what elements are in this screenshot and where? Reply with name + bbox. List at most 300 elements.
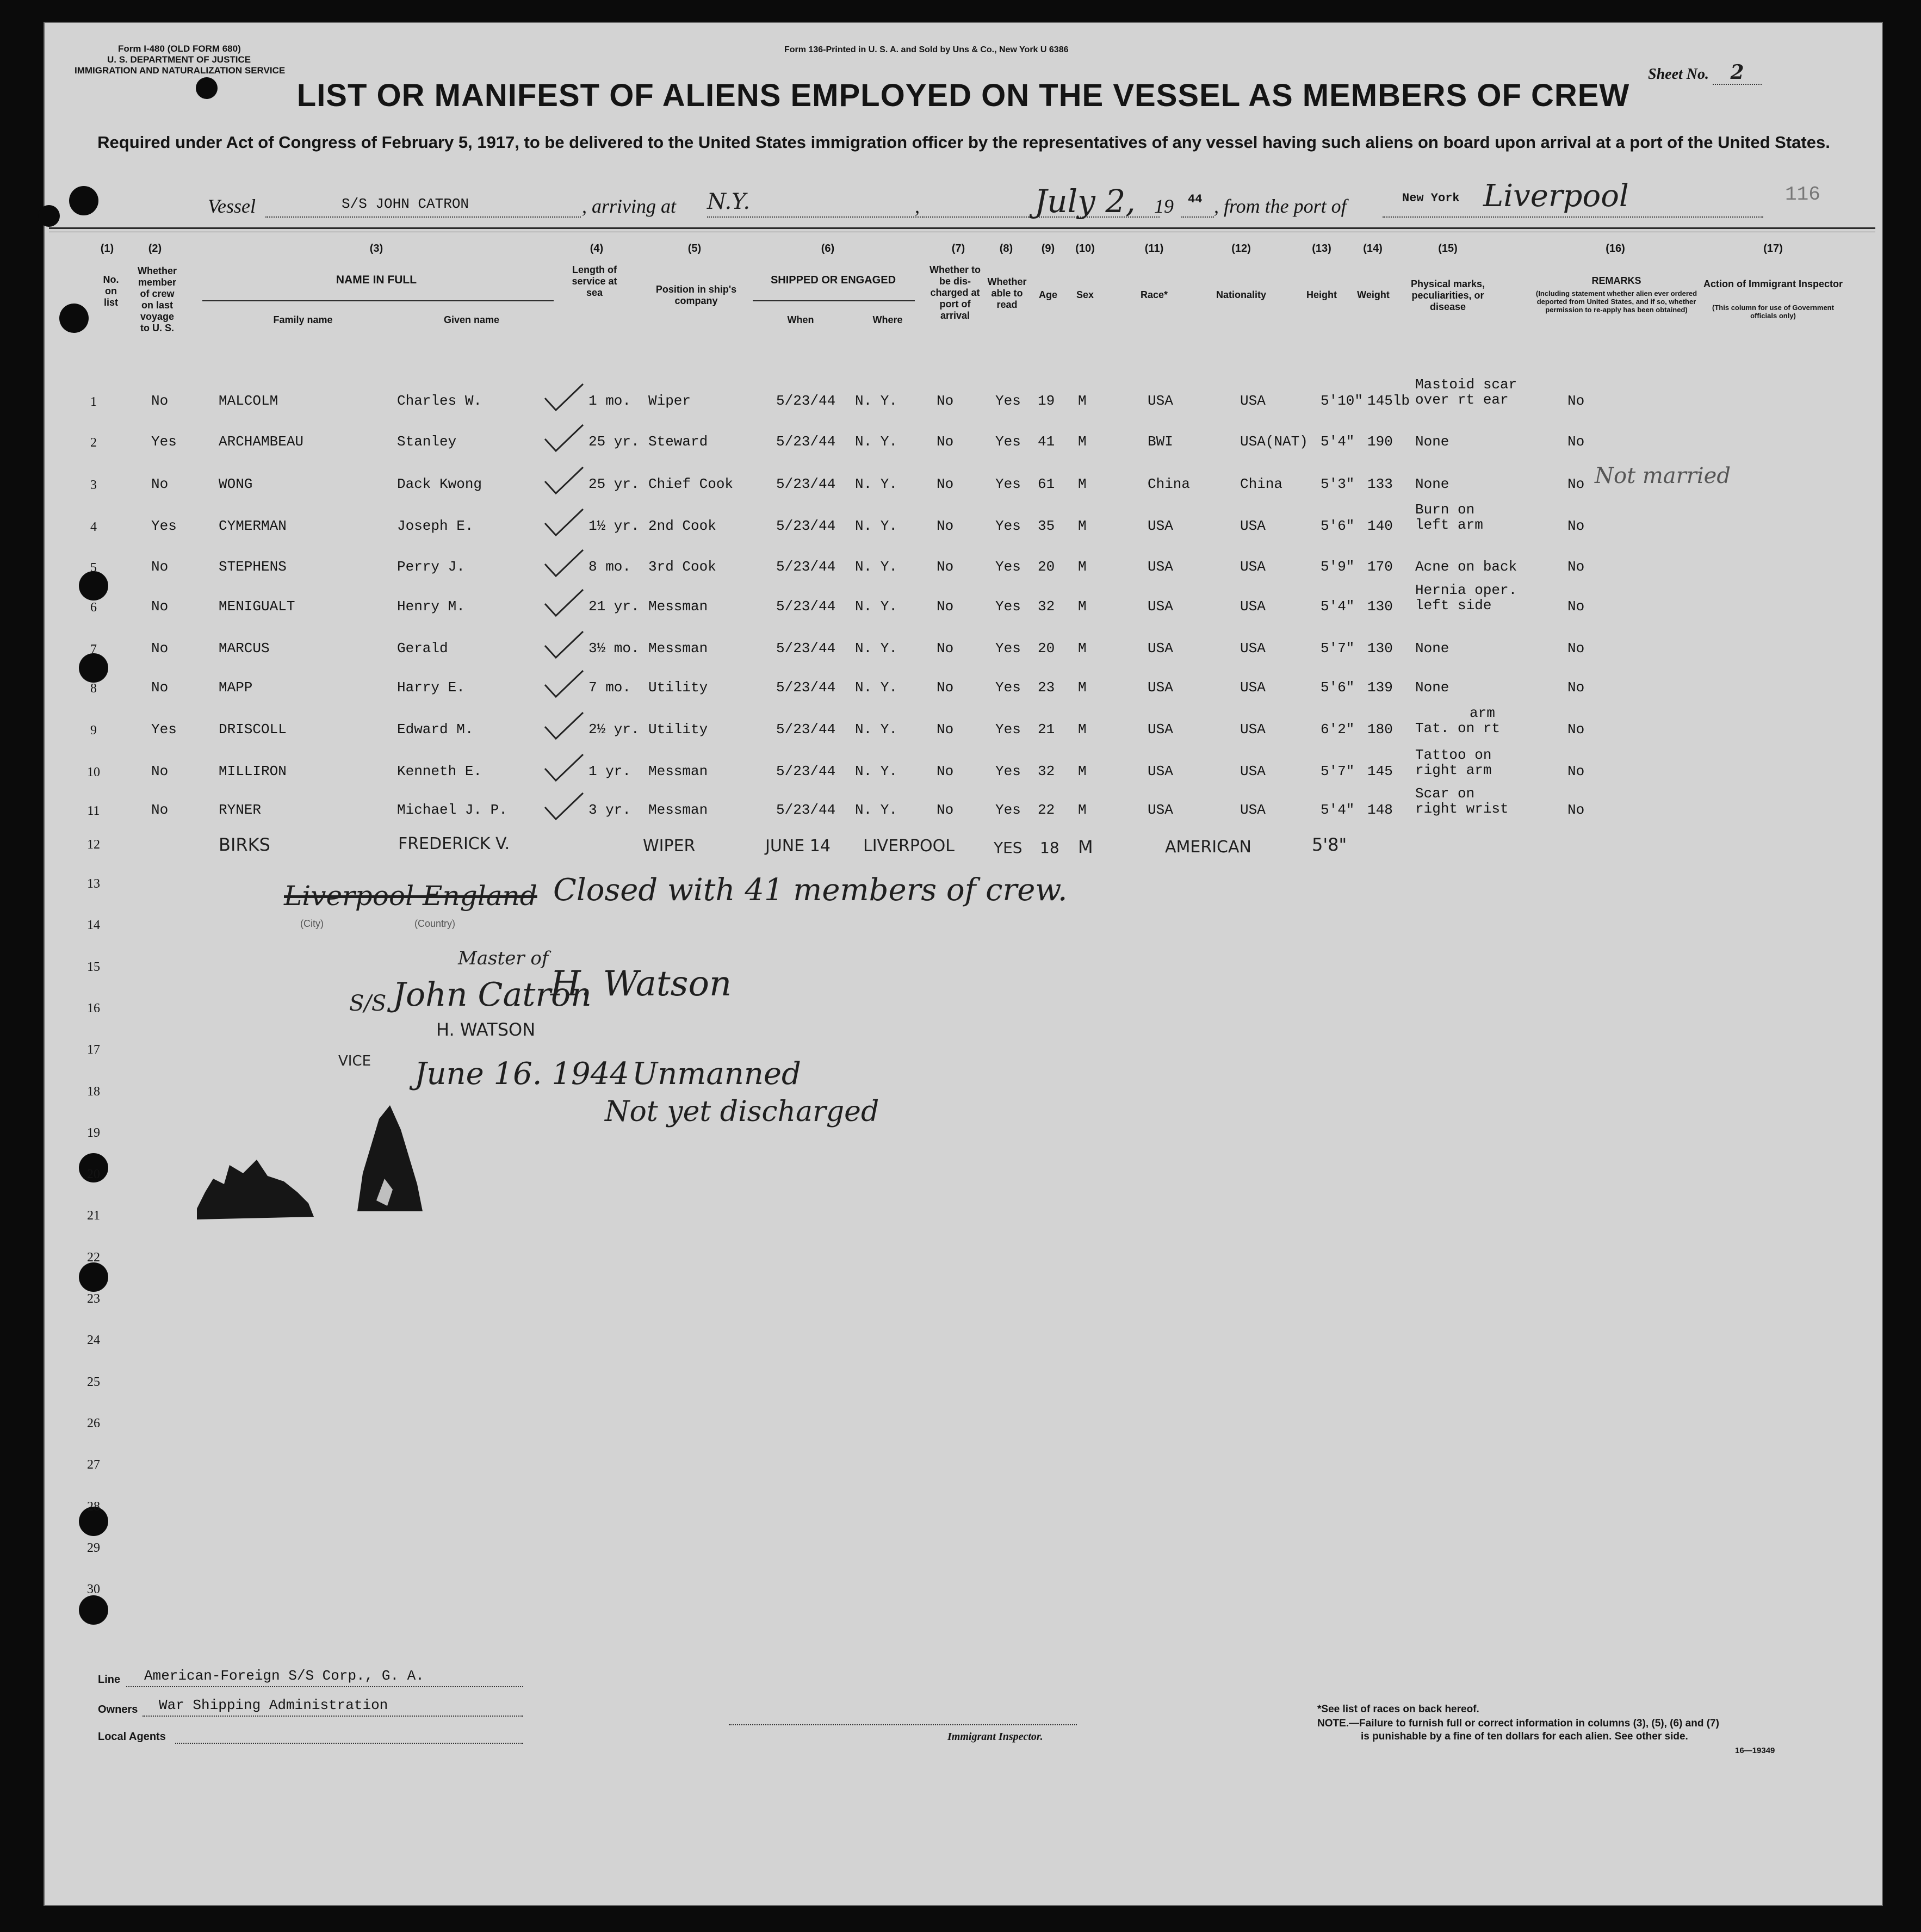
check-mark-icon <box>542 629 586 662</box>
cell-nat: USA <box>1240 518 1266 534</box>
hw-read: YES <box>994 839 1023 857</box>
row-number: 24 <box>87 1333 100 1347</box>
cell-remarks: No <box>1567 434 1585 450</box>
cell-service: 21 yr. <box>588 598 640 615</box>
col-num: (10) <box>1075 243 1095 255</box>
cell-given: Stanley <box>397 434 457 450</box>
cell-race: USA <box>1148 763 1173 779</box>
col-header-height: Height <box>1306 289 1337 300</box>
cell-race: USA <box>1148 559 1173 575</box>
races-note: *See list of races on back hereof. <box>1317 1704 1479 1715</box>
cell-when: 5/23/44 <box>776 721 836 738</box>
cell-marks-line2: left arm <box>1415 517 1483 533</box>
cell-age: 20 <box>1038 640 1055 657</box>
form-id-block <box>75 44 285 76</box>
row-number: 29 <box>87 1541 100 1555</box>
cell-position: Steward <box>648 434 708 450</box>
hw-when: JUNE 14 <box>765 837 831 856</box>
col-num: (14) <box>1363 243 1383 255</box>
cell-service: 25 yr. <box>588 434 640 450</box>
cell-read: Yes <box>995 721 1021 738</box>
arriving-label: , arriving at <box>582 195 677 217</box>
cell-nat: USA <box>1240 802 1266 818</box>
cell-family: MARCUS <box>219 640 270 657</box>
cell-read: Yes <box>995 802 1021 818</box>
cell-when: 5/23/44 <box>776 476 836 492</box>
row-number: 2 <box>90 436 97 450</box>
col-header-service: Length of service at sea <box>572 264 617 298</box>
cell-given: Charles W. <box>397 393 482 409</box>
binder-hole <box>38 205 60 227</box>
cell-disch: No <box>937 802 954 818</box>
stamp-city: Liverpool England <box>284 880 537 912</box>
row-number: 3 <box>90 478 97 492</box>
cell-sex: M <box>1078 679 1087 696</box>
binder-hole <box>79 1595 108 1625</box>
cell-read: Yes <box>995 393 1021 409</box>
cell-age: 32 <box>1038 598 1055 615</box>
cell-family: MALCOLM <box>219 393 278 409</box>
cell-age: 23 <box>1038 679 1055 696</box>
col-num: (7) <box>951 243 965 255</box>
cell-prev: No <box>151 476 169 492</box>
row-number: 4 <box>90 520 97 534</box>
cell-remarks: No <box>1567 640 1585 657</box>
cell-nat: USA(NAT) <box>1240 434 1308 450</box>
cell-service: 3½ mo. <box>588 640 640 657</box>
cell-disch: No <box>937 721 954 738</box>
cell-nat: USA <box>1240 598 1266 615</box>
cell-when: 5/23/44 <box>776 518 836 534</box>
cell-nat: China <box>1240 476 1283 492</box>
cell-marks: Tattoo on <box>1415 747 1492 763</box>
owners-label: Owners <box>98 1704 138 1716</box>
ink-blot <box>346 1097 428 1217</box>
cell-given: Dack Kwong <box>397 476 482 492</box>
col-header-weight: Weight <box>1357 289 1390 300</box>
cell-prev: No <box>151 640 169 657</box>
cell-race: USA <box>1148 721 1173 738</box>
cell-nat: USA <box>1240 640 1266 657</box>
cell-when: 5/23/44 <box>776 434 836 450</box>
cell-height: 5'9" <box>1321 559 1355 575</box>
cell-weight: 145lb <box>1367 393 1410 409</box>
col-num: (9) <box>1041 243 1055 255</box>
row-number: 20 <box>87 1167 100 1181</box>
row-number: 17 <box>87 1043 100 1057</box>
cell-where: N. Y. <box>855 802 898 818</box>
col-header-when: When <box>787 314 814 325</box>
cell-height: 5'7" <box>1321 640 1355 657</box>
cell-age: 32 <box>1038 763 1055 779</box>
manifest-sheet <box>44 22 1883 1906</box>
row-number: 5 <box>90 561 97 575</box>
cell-sex: M <box>1078 559 1087 575</box>
cell-race: China <box>1148 476 1191 492</box>
cell-race: USA <box>1148 640 1173 657</box>
row-number: 15 <box>87 960 100 974</box>
cell-given: Gerald <box>397 640 448 657</box>
cell-read: Yes <box>995 640 1021 657</box>
cell-remarks: No <box>1567 679 1585 696</box>
cell-marks: None <box>1415 679 1449 696</box>
cell-sex: M <box>1078 598 1087 615</box>
cell-given: Edward M. <box>397 721 474 738</box>
cell-read: Yes <box>995 476 1021 492</box>
printer-line: Form 136-Printed in U. S. A. and Sold by Uns & Co., New York U 6386 <box>784 45 1069 54</box>
cell-nat: USA <box>1240 559 1266 575</box>
row-number: 14 <box>87 918 100 932</box>
row-number: 11 <box>87 804 100 818</box>
cell-where: N. Y. <box>855 434 898 450</box>
cell-marks: Burn on <box>1415 501 1475 518</box>
cell-marks-line2: left side <box>1415 597 1492 614</box>
cell-sex: M <box>1078 721 1087 738</box>
cell-weight: 130 <box>1367 598 1393 615</box>
stamp-city-caption: (City) <box>300 918 324 929</box>
master-label: Master of <box>458 948 549 969</box>
inspector-label: Immigrant Inspector. <box>947 1731 1043 1743</box>
cell-disch: No <box>937 393 954 409</box>
cell-service: 1 yr. <box>588 763 631 779</box>
cell-weight: 190 <box>1367 434 1393 450</box>
sheet-number: 2 <box>1713 61 1762 85</box>
owners-value: War Shipping Administration <box>159 1697 388 1713</box>
hw-age: 18 <box>1040 839 1059 857</box>
cell-remarks: No <box>1567 559 1585 575</box>
service-name: IMMIGRATION AND NATURALIZATION SERVICE <box>75 65 286 76</box>
row-number: 21 <box>87 1209 100 1223</box>
col-header-shipped: SHIPPED OR ENGAGED <box>770 274 896 286</box>
cell-where: N. Y. <box>855 559 898 575</box>
cell-disch: No <box>937 763 954 779</box>
closing-date: June 16. 1944 <box>414 1056 629 1092</box>
binder-hole <box>59 304 89 333</box>
check-mark-icon <box>542 548 586 580</box>
col-header-remarks: REMARKS <box>1591 275 1641 286</box>
year-prefix: 19 <box>1154 195 1174 217</box>
cell-given: Michael J. P. <box>397 802 507 818</box>
cell-marks-line2: right wrist <box>1415 801 1509 817</box>
col-header-remarks-note: (Including statement whether alien ever ordered deported from United States, and if so, whether permission to re-apply has been obtained) <box>1535 289 1697 314</box>
cell-weight: 170 <box>1367 559 1393 575</box>
cell-read: Yes <box>995 518 1021 534</box>
master-ship: John Catron <box>393 976 592 1014</box>
cell-prev: No <box>151 679 169 696</box>
cell-given: Joseph E. <box>397 518 474 534</box>
department-name: U. S. DEPARTMENT OF JUSTICE <box>107 54 251 65</box>
cell-position: Messman <box>648 763 708 779</box>
cell-disch: No <box>937 476 954 492</box>
cell-weight: 180 <box>1367 721 1393 738</box>
vessel-label: Vessel <box>208 195 256 217</box>
cell-prev: Yes <box>151 721 177 738</box>
cell-when: 5/23/44 <box>776 393 836 409</box>
check-mark-icon <box>542 465 586 498</box>
row-number: 27 <box>87 1458 100 1472</box>
check-mark-icon <box>542 382 586 414</box>
year-suffix: 44 <box>1188 193 1203 206</box>
check-mark-icon <box>542 710 586 743</box>
cell-marks: Scar on <box>1415 785 1475 802</box>
penalty-note: NOTE.—Failure to furnish full or correct information in columns (3), (5), (6) and (7) <box>1317 1718 1719 1729</box>
row-number: 26 <box>87 1416 100 1431</box>
cell-race: USA <box>1148 598 1173 615</box>
check-mark-icon <box>542 587 586 620</box>
cell-height: 5'6" <box>1321 518 1355 534</box>
form-code: 16—19349 <box>1735 1746 1775 1755</box>
binder-hole <box>79 1262 108 1292</box>
cell-remarks: No <box>1567 518 1585 534</box>
cell-prev: No <box>151 763 169 779</box>
cell-marks-line2: right arm <box>1415 762 1492 778</box>
master-signature: H. Watson <box>550 964 732 1004</box>
row-number: 9 <box>90 723 97 738</box>
cell-age: 22 <box>1038 802 1055 818</box>
line-label: Line <box>98 1674 121 1686</box>
cell-when: 5/23/44 <box>776 763 836 779</box>
cell-marks: None <box>1415 640 1449 657</box>
row-number: 16 <box>87 1001 100 1015</box>
check-mark-icon <box>542 423 586 455</box>
row-number: 10 <box>87 765 100 779</box>
hw-height: 5'8" <box>1312 834 1347 855</box>
cell-nat: USA <box>1240 679 1266 696</box>
cell-disch: No <box>937 679 954 696</box>
cell-service: 8 mo. <box>588 559 631 575</box>
cell-age: 61 <box>1038 476 1055 492</box>
cell-when: 5/23/44 <box>776 802 836 818</box>
cell-when: 5/23/44 <box>776 559 836 575</box>
binder-hole <box>79 653 108 683</box>
cell-weight: 145 <box>1367 763 1393 779</box>
row-number: 8 <box>90 682 97 696</box>
cell-race: USA <box>1148 518 1173 534</box>
cell-remarks: No <box>1567 476 1585 492</box>
cell-weight: 148 <box>1367 802 1393 818</box>
cell-race: USA <box>1148 393 1173 409</box>
cell-nat: USA <box>1240 393 1266 409</box>
cell-position: Wiper <box>648 393 691 409</box>
cell-where: N. Y. <box>855 518 898 534</box>
cell-family: MAPP <box>219 679 253 696</box>
col-num: (3) <box>369 243 383 255</box>
cell-family: MILLIRON <box>219 763 287 779</box>
col-header-race: Race* <box>1140 289 1168 300</box>
ink-blot <box>191 1127 322 1225</box>
col-num: (2) <box>148 243 162 255</box>
cell-sex: M <box>1078 393 1087 409</box>
cell-read: Yes <box>995 763 1021 779</box>
row-number: 19 <box>87 1126 100 1140</box>
master-vice: VICE <box>338 1053 371 1069</box>
check-mark-icon <box>542 791 586 823</box>
cell-where: N. Y. <box>855 640 898 657</box>
col-num: (13) <box>1312 243 1331 255</box>
col-header-inspector: Action of Immigrant Inspector <box>1703 278 1843 289</box>
cell-service: 7 mo. <box>588 679 631 696</box>
agents-label: Local Agents <box>98 1731 166 1743</box>
cell-height: 5'10" <box>1321 393 1364 409</box>
cell-weight: 140 <box>1367 518 1393 534</box>
cell-service: 25 yr. <box>588 476 640 492</box>
cell-service: 2½ yr. <box>588 721 640 738</box>
row-number: 30 <box>87 1582 100 1596</box>
stamp-country-caption: (Country) <box>414 918 456 929</box>
cell-height: 6'2" <box>1321 721 1355 738</box>
cell-service: 3 yr. <box>588 802 631 818</box>
row3-annotation: Not married <box>1595 463 1731 488</box>
cell-position: Messman <box>648 598 708 615</box>
cell-weight: 139 <box>1367 679 1393 696</box>
col-header-inspector-note: (This column for use of Government officials only) <box>1712 304 1834 320</box>
cell-position: 2nd Cook <box>648 518 716 534</box>
cell-family: ARCHAMBEAU <box>219 434 304 450</box>
cell-disch: No <box>937 598 954 615</box>
page-subtitle: Required under Act of Congress of February 5, 1917, to be delivered to the United States immigration officer by the representatives of any vessel having such aliens on board upon arrival at a port of the United States. <box>97 133 1830 152</box>
cell-height: 5'6" <box>1321 679 1355 696</box>
cell-sex: M <box>1078 763 1087 779</box>
cell-marks: Hernia oper. <box>1415 582 1517 598</box>
cell-disch: No <box>937 559 954 575</box>
cell-where: N. Y. <box>855 679 898 696</box>
col-num: (6) <box>821 243 835 255</box>
cell-disch: No <box>937 434 954 450</box>
not-discharged-note: Not yet discharged <box>605 1095 879 1128</box>
from-label: , from the port of <box>1214 195 1347 217</box>
hw-given: FREDERICK V. <box>398 834 510 853</box>
cell-race: BWI <box>1148 434 1173 450</box>
row-number: 12 <box>87 838 100 852</box>
cell-remarks: No <box>1567 763 1585 779</box>
col-num: (16) <box>1606 243 1625 255</box>
cell-remarks: No <box>1567 802 1585 818</box>
form-number: Form I-480 (OLD FORM 680) <box>118 44 241 54</box>
check-mark-icon <box>542 752 586 785</box>
cell-given: Henry M. <box>397 598 465 615</box>
cell-prev: Yes <box>151 434 177 450</box>
cell-when: 5/23/44 <box>776 679 836 696</box>
row-number: 22 <box>87 1250 100 1265</box>
cell-marks: None <box>1415 476 1449 492</box>
hw-sex: M <box>1078 837 1093 857</box>
cell-where: N. Y. <box>855 721 898 738</box>
cell-given: Kenneth E. <box>397 763 482 779</box>
cell-age: 21 <box>1038 721 1055 738</box>
col-header-position: Position in ship's company <box>655 284 737 306</box>
row-number: 18 <box>87 1085 100 1099</box>
cell-family: CYMERMAN <box>219 518 287 534</box>
cell-nat: USA <box>1240 721 1266 738</box>
cell-read: Yes <box>995 434 1021 450</box>
cell-family: WONG <box>219 476 253 492</box>
cell-sex: M <box>1078 802 1087 818</box>
row-number: 25 <box>87 1375 100 1389</box>
vessel-line: Vessel S/S JOHN CATRON , arriving at N.Y. , July 2, 19 44 , from the port of New York Liverpool <box>208 195 1867 222</box>
cell-position: 3rd Cook <box>648 559 716 575</box>
arriving-port: N.Y. <box>707 189 751 214</box>
cell-height: 5'4" <box>1321 598 1355 615</box>
cell-sex: M <box>1078 476 1087 492</box>
cell-position: Chief Cook <box>648 476 734 492</box>
cell-where: N. Y. <box>855 763 898 779</box>
cell-marks-line2: Tat. on rt <box>1415 720 1501 736</box>
col-num: (15) <box>1438 243 1458 255</box>
col-header-given: Given name <box>443 314 500 325</box>
cell-height: 5'7" <box>1321 763 1355 779</box>
page-title: LIST OR MANIFEST OF ALIENS EMPLOYED ON THE VESSEL AS MEMBERS OF CREW <box>296 78 1630 113</box>
cell-prev: No <box>151 598 169 615</box>
cell-marks: Acne on back <box>1415 559 1517 575</box>
cell-position: Messman <box>648 802 708 818</box>
closed-note: Closed with 41 members of crew. <box>553 872 1068 908</box>
cell-age: 41 <box>1038 434 1055 450</box>
row-number: 13 <box>87 877 100 891</box>
cell-service: 1 mo. <box>588 393 631 409</box>
cell-race: USA <box>1148 802 1173 818</box>
cell-when: 5/23/44 <box>776 640 836 657</box>
arrival-date: July 2, <box>1034 183 1136 220</box>
row-number: 6 <box>90 600 97 615</box>
cell-disch: No <box>937 518 954 534</box>
col-header-discharged: Whether to be dis-charged at port of arrival <box>929 264 981 321</box>
col-header-where: Where <box>872 314 903 325</box>
cell-remarks: No <box>1567 721 1585 738</box>
col-num: (1) <box>100 243 114 255</box>
cell-family: DRISCOLL <box>219 721 287 738</box>
col-num: (4) <box>590 243 604 255</box>
cell-marks: arm <box>1470 705 1495 721</box>
cell-where: N. Y. <box>855 598 898 615</box>
cell-position: Utility <box>648 679 708 696</box>
cell-read: Yes <box>995 598 1021 615</box>
binder-hole <box>79 571 108 600</box>
unmanned-note: Unmanned <box>632 1056 801 1092</box>
hw-where: LIVERPOOL <box>863 837 955 856</box>
cell-disch: No <box>937 640 954 657</box>
cell-weight: 133 <box>1367 476 1393 492</box>
col-header-name: NAME IN FULL <box>336 274 417 286</box>
penalty-note-2: is punishable by a fine of ten dollars for each alien. See other side. <box>1361 1731 1688 1742</box>
master-printed-name: H. WATSON <box>436 1019 536 1040</box>
col-num: (8) <box>999 243 1013 255</box>
binder-hole <box>69 186 98 215</box>
cell-age: 35 <box>1038 518 1055 534</box>
cell-prev: Yes <box>151 518 177 534</box>
col-header-age: Age <box>1038 289 1057 300</box>
col-num: (5) <box>687 243 702 255</box>
cell-marks: None <box>1415 434 1449 450</box>
from-port-typed: New York <box>1402 191 1460 205</box>
cell-family: RYNER <box>219 802 262 818</box>
cell-height: 5'4" <box>1321 434 1355 450</box>
row-number: 7 <box>90 642 97 657</box>
hw-position: WIPER <box>643 837 696 856</box>
row-number: 28 <box>87 1500 100 1514</box>
sheet-label: Sheet No. <box>1648 66 1709 83</box>
vessel-name: S/S JOHN CATRON <box>342 196 469 212</box>
cell-height: 5'3" <box>1321 476 1355 492</box>
master-prefix: S/S <box>349 991 387 1016</box>
cell-marks: Mastoid scar <box>1415 376 1517 393</box>
cell-service: 1½ yr. <box>588 518 640 534</box>
col-header-prev-voyage: Whether member of crew on last voyage to U. S. <box>138 265 177 333</box>
row-number: 23 <box>87 1292 100 1306</box>
col-header-family: Family name <box>273 314 333 325</box>
col-header-read: Whether able to read <box>987 276 1027 310</box>
cell-family: MENIGUALT <box>219 598 295 615</box>
cell-position: Messman <box>648 640 708 657</box>
